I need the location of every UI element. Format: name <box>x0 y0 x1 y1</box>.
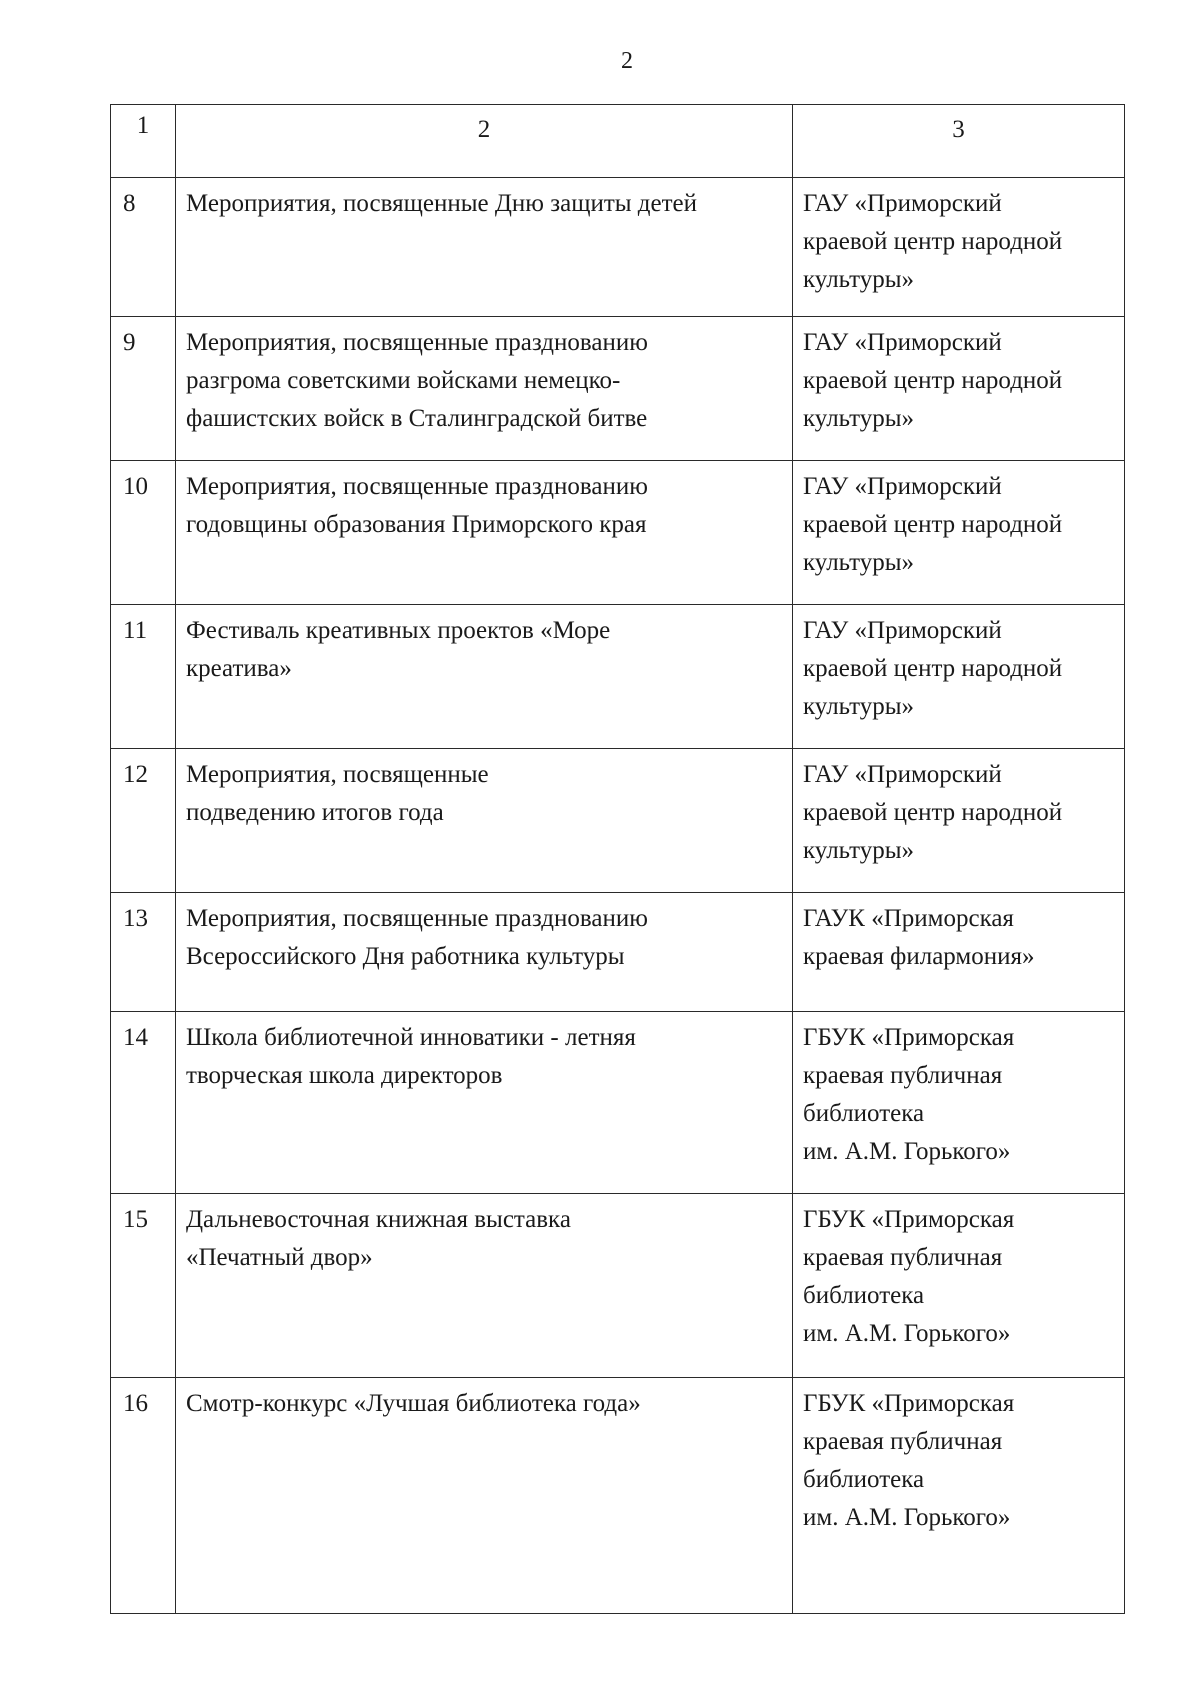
row-number: 9 <box>123 329 136 356</box>
organizer-name: ГБУК «Приморская краевая публичная библиотека им. А.М. Горького» <box>803 1206 1015 1347</box>
header-cell-number: 1 <box>111 105 176 178</box>
table-row <box>111 605 1125 749</box>
organizer-cell <box>793 749 1125 893</box>
row-number-cell <box>111 1378 176 1614</box>
row-number-cell <box>111 605 176 749</box>
event-name-cell <box>176 1194 793 1378</box>
event-name: Школа библиотечной инноватики - летняя творческая школа директоров <box>186 1024 636 1089</box>
row-number-cell <box>111 317 176 461</box>
row-number: 8 <box>123 190 136 217</box>
organizer-name: ГБУК «Приморская краевая публичная библиотека им. А.М. Горького» <box>803 1024 1015 1165</box>
organizer-name: ГАУ «Приморский краевой центр народной культуры» <box>803 617 1063 720</box>
page-number: 2 <box>621 48 633 74</box>
table-row <box>111 178 1125 317</box>
header-cell-event: 2 <box>176 105 793 178</box>
organizer-name: ГАУ «Приморский краевой центр народной культуры» <box>803 190 1063 293</box>
table-row <box>111 893 1125 1012</box>
event-name-cell <box>176 893 793 1012</box>
table-row <box>111 1378 1125 1614</box>
events-table <box>110 104 1125 1614</box>
event-name: Мероприятия, посвященные Дню защиты детей <box>186 190 698 217</box>
table-row <box>111 461 1125 605</box>
event-name-cell <box>176 749 793 893</box>
event-name-cell <box>176 461 793 605</box>
organizer-name: ГАУ «Приморский краевой центр народной культуры» <box>803 761 1063 864</box>
row-number: 10 <box>123 473 148 500</box>
organizer-name: ГАУ «Приморский краевой центр народной культуры» <box>803 473 1063 576</box>
row-number: 13 <box>123 905 148 932</box>
organizer-cell <box>793 1378 1125 1614</box>
organizer-cell <box>793 178 1125 317</box>
organizer-cell <box>793 317 1125 461</box>
organizer-cell <box>793 893 1125 1012</box>
event-name-cell <box>176 1378 793 1614</box>
row-number-cell <box>111 1012 176 1194</box>
row-number: 16 <box>123 1390 148 1417</box>
row-number-cell <box>111 461 176 605</box>
event-name: Мероприятия, посвященные празднованию Всероссийского Дня работника культуры <box>186 905 648 970</box>
organizer-name: ГАУК «Приморская краевая филармония» <box>803 905 1035 970</box>
organizer-cell <box>793 605 1125 749</box>
event-name: Фестиваль креативных проектов «Море креатива» <box>186 617 611 682</box>
event-name: Смотр-конкурс «Лучшая библиотека года» <box>186 1390 641 1417</box>
event-name-cell <box>176 317 793 461</box>
table-row <box>111 1012 1125 1194</box>
event-name-cell <box>176 178 793 317</box>
table-row <box>111 317 1125 461</box>
table-row <box>111 749 1125 893</box>
organizer-name: ГАУ «Приморский краевой центр народной культуры» <box>803 329 1063 432</box>
table-row <box>111 1194 1125 1378</box>
row-number: 14 <box>123 1024 148 1051</box>
organizer-cell <box>793 461 1125 605</box>
event-name: Мероприятия, посвященные подведению итогов года <box>186 761 489 826</box>
row-number-cell <box>111 749 176 893</box>
row-number-cell <box>111 1194 176 1378</box>
row-number-cell <box>111 178 176 317</box>
header-cell-organizer: 3 <box>793 105 1125 178</box>
event-name-cell <box>176 605 793 749</box>
organizer-name: ГБУК «Приморская краевая публичная библиотека им. А.М. Горького» <box>803 1390 1015 1531</box>
row-number: 15 <box>123 1206 148 1233</box>
row-number: 11 <box>123 617 148 644</box>
event-name-cell <box>176 1012 793 1194</box>
event-name: Дальневосточная книжная выставка «Печатный двор» <box>186 1206 571 1271</box>
row-number-cell <box>111 893 176 1012</box>
event-name: Мероприятия, посвященные празднованию годовщины образования Приморского края <box>186 473 648 538</box>
row-number: 12 <box>123 761 148 788</box>
organizer-cell <box>793 1012 1125 1194</box>
organizer-cell <box>793 1194 1125 1378</box>
table-header-row <box>111 105 1125 178</box>
event-name: Мероприятия, посвященные празднованию разгрома советскими войсками немецко- фашистских войск в Сталинградской битве <box>186 329 648 432</box>
